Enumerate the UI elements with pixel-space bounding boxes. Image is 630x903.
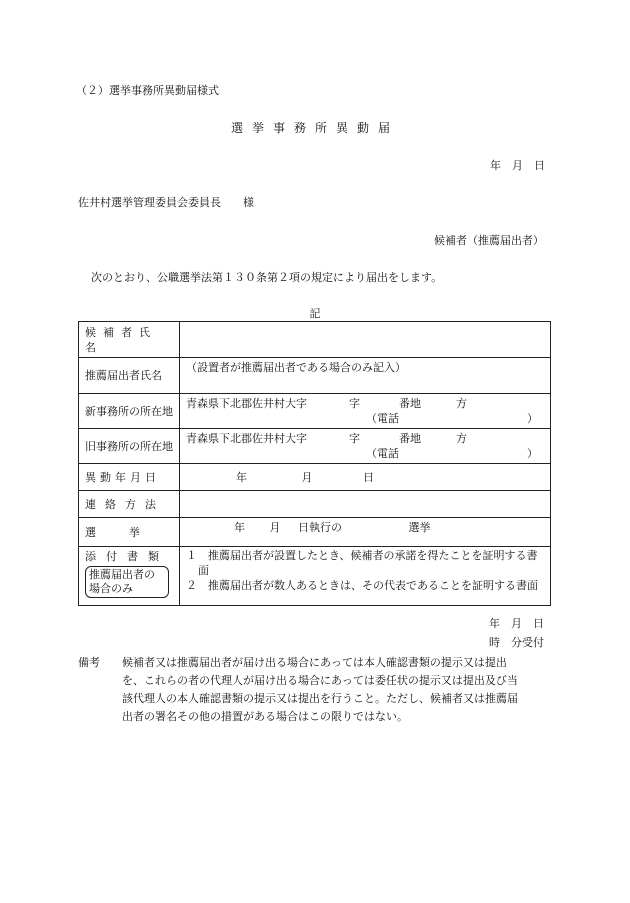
- old-office-tel: （電話: [366, 447, 399, 460]
- new-office-field[interactable]: [180, 394, 551, 429]
- row-new-office: [79, 394, 551, 429]
- new-office-tel: （電話: [366, 412, 399, 425]
- nominator-note: （設置者が推薦届出者である場合のみ記入）: [186, 361, 406, 374]
- election-day-exec: 日執行の: [298, 521, 342, 534]
- label-new-office: 新事務所の所在地: [79, 394, 180, 429]
- attachment-item-2: ２ 推薦届出者が数人あるときは、その代表であることを証明する書面: [186, 579, 538, 592]
- attachments-sublabel: 推薦届出者の場合のみ: [85, 566, 169, 598]
- label-attachments-cell: [79, 547, 180, 606]
- change-date-field[interactable]: [180, 464, 551, 491]
- submitter-label: 候補者（推薦届出者）: [434, 234, 544, 247]
- change-date-year: 年: [236, 470, 247, 484]
- notes-lead: 備考: [78, 656, 100, 669]
- contact-field[interactable]: [180, 491, 551, 518]
- intro-text: 次のとおり、公職選挙法第１３０条第２項の規定により届出をします。: [91, 271, 443, 284]
- notes: [78, 654, 552, 726]
- label-old-office: 旧事務所の所在地: [79, 429, 180, 464]
- old-office-address: 青森県下北郡佐井村大字: [186, 432, 307, 445]
- row-attachments: [79, 547, 551, 606]
- old-office-banchi: 番地: [399, 432, 421, 445]
- new-office-banchi: 番地: [399, 397, 421, 410]
- page-title: 選挙事務所異動届: [230, 121, 399, 135]
- submission-date: 年 月 日: [490, 159, 545, 172]
- candidate-name-field[interactable]: [180, 322, 551, 358]
- new-office-kata: 方: [456, 397, 467, 410]
- row-election: [79, 518, 551, 547]
- row-old-office: [79, 429, 551, 464]
- receipt-date: 年 月 日: [489, 617, 544, 630]
- label-election: 選 挙: [79, 518, 180, 547]
- label-nominator-name: 推薦届出者氏名: [79, 358, 180, 394]
- addressee: 佐井村選挙管理委員会委員長 様: [78, 196, 254, 209]
- label-change-date: 異動年月日: [79, 464, 180, 491]
- row-contact: [79, 491, 551, 518]
- notes-body: 候補者又は推薦届出者が届け出る場合にあっては本人確認書類の提示又は提出を、これらの者の代理人が届け出る場合にあっては委任状の提示又は提出及び当該代理人の本人確認書類の提示又は提出を行うこと。ただし、候補者又は推薦届出者の署名その他の措置がある場合はこの限りではない。: [122, 656, 518, 723]
- nominator-name-field[interactable]: [180, 358, 551, 394]
- row-change-date: [79, 464, 551, 491]
- label-attachments: 添付書類: [85, 550, 169, 563]
- new-office-address: 青森県下北郡佐井村大字: [186, 397, 307, 410]
- change-date-day: 日: [363, 470, 374, 484]
- new-office-tel-close: ）: [527, 412, 538, 425]
- form-heading: （２）選挙事務所異動届様式: [76, 84, 219, 97]
- form-table: [78, 321, 551, 606]
- label-contact: 連絡方法: [79, 491, 180, 518]
- label-candidate-name: 候補者氏名: [79, 322, 180, 358]
- receipt-time: 時 分受付: [489, 636, 544, 649]
- old-office-tel-close: ）: [527, 447, 538, 460]
- election-month: 月: [269, 521, 281, 534]
- election-year: 年: [234, 521, 245, 534]
- election-kyo: 選挙: [408, 521, 431, 534]
- old-office-field[interactable]: [180, 429, 551, 464]
- ki-marker: 記: [309, 307, 321, 320]
- change-date-month: 月: [301, 470, 313, 484]
- attachments-list: [180, 547, 551, 606]
- election-field[interactable]: [180, 518, 551, 547]
- row-candidate-name: [79, 322, 551, 358]
- old-office-aza: 字: [349, 432, 360, 445]
- row-nominator-name: [79, 358, 551, 394]
- attachment-item-1: １ 推薦届出者が設置したとき、候補者の承諾を得たことを証明する書面: [186, 549, 538, 577]
- new-office-aza: 字: [349, 397, 360, 410]
- old-office-kata: 方: [456, 432, 467, 445]
